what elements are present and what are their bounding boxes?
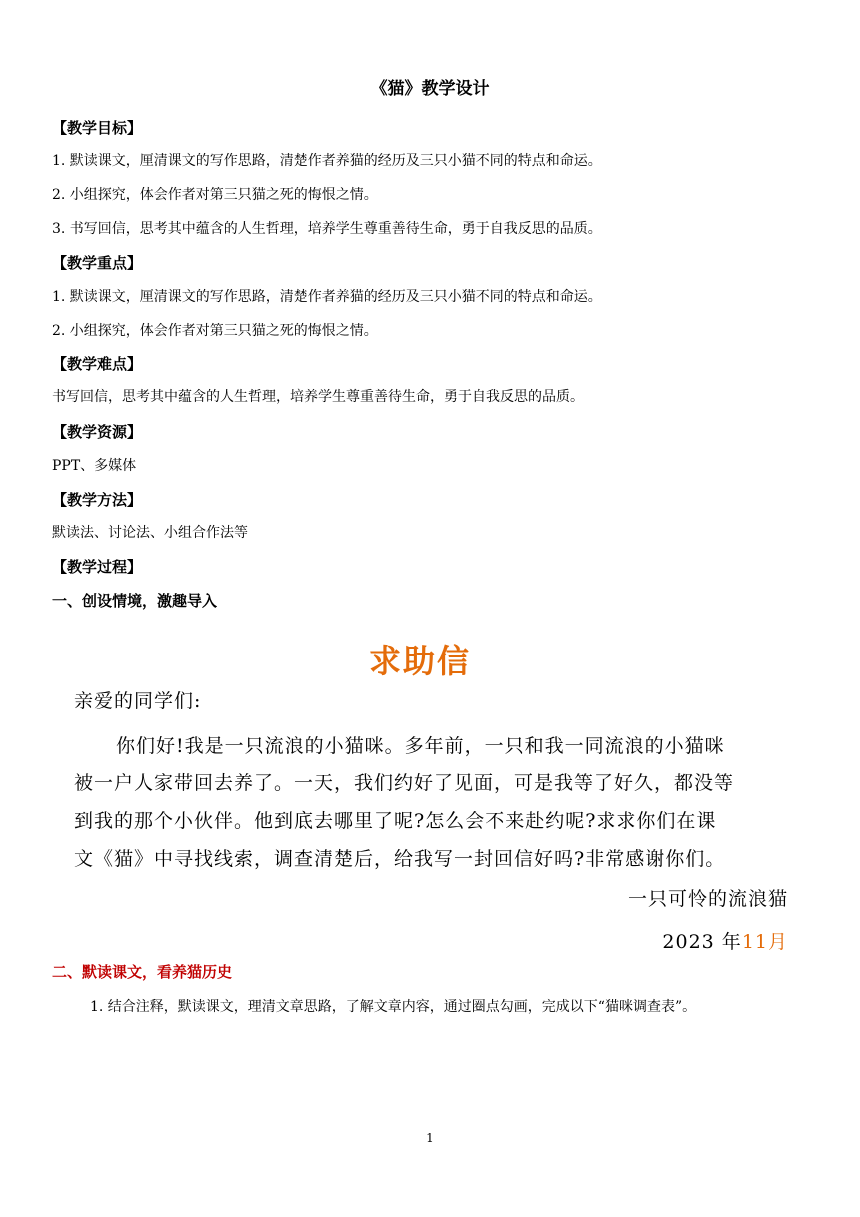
- letter-signature: 一只可怜的流浪猫: [627, 888, 788, 910]
- letter-line-1: 你们好!我是一只流浪的小猫咪。多年前，一只和我一同流浪的小猫咪: [116, 735, 725, 757]
- resources-heading: 【教学资源】: [52, 423, 143, 441]
- section-1-heading: 一、创设情境，激趣导入: [52, 592, 218, 610]
- goals-heading: 【教学目标】: [52, 119, 143, 137]
- key-point-item-1: 1. 默读课文，厘清课文的写作思路，清楚作者养猫的经历及三只小猫不同的特点和命运。: [52, 289, 602, 305]
- document-title: 《猫》教学设计: [370, 79, 490, 99]
- methods-text: 默读法、讨论法、小组合作法等: [52, 525, 248, 541]
- letter-line-3: 到我的那个小伙伴。他到底去哪里了呢?怎么会不来赴约呢?求求你们在课: [74, 810, 717, 832]
- difficulties-heading: 【教学难点】: [52, 355, 143, 373]
- page-number: 1: [426, 1131, 434, 1145]
- letter-date-year: 2023 年: [662, 931, 742, 953]
- letter-line-2: 被一户人家带回去养了。一天，我们约好了见面，可是我等了好久，都没等: [74, 772, 735, 794]
- letter-date-month: 11月: [741, 931, 788, 953]
- letter-title: 求助信: [368, 642, 471, 680]
- task-1-text: 1. 结合注释，默读课文，理清文章思路，了解文章内容，通过圈点勾画，完成以下“猫咪调查表”。: [90, 999, 697, 1015]
- resources-text: PPT、多媒体: [52, 458, 137, 474]
- key-points-heading: 【教学重点】: [52, 254, 143, 272]
- letter-greeting: 亲爱的同学们:: [74, 690, 202, 712]
- section-2-heading: 二、默读课文，看养猫历史: [52, 963, 233, 981]
- difficulties-text: 书写回信，思考其中蕴含的人生哲理，培养学生尊重善待生命，勇于自我反思的品质。: [52, 389, 584, 405]
- letter-date: [662, 927, 788, 954]
- goal-item-1: 1. 默读课文，厘清课文的写作思路，清楚作者养猫的经历及三只小猫不同的特点和命运。: [52, 153, 602, 169]
- key-point-item-2: 2. 小组探究，体会作者对第三只猫之死的悔恨之情。: [52, 323, 378, 339]
- methods-heading: 【教学方法】: [52, 491, 143, 509]
- letter-line-4: 文《猫》中寻找线索，调查清楚后，给我写一封回信好吗?非常感谢你们。: [74, 848, 726, 870]
- goal-item-3: 3. 书写回信，思考其中蕴含的人生哲理，培养学生尊重善待生命，勇于自我反思的品质。: [52, 221, 602, 237]
- process-heading: 【教学过程】: [52, 558, 143, 576]
- goal-item-2: 2. 小组探究，体会作者对第三只猫之死的悔恨之情。: [52, 187, 378, 203]
